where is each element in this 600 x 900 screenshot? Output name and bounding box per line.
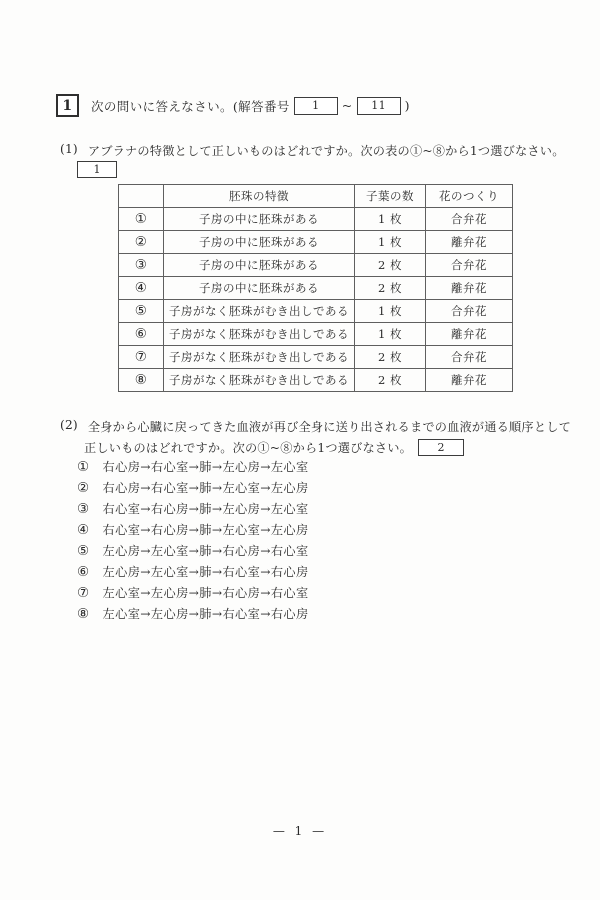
page-number: — 1 — (272, 824, 328, 838)
option-text: 右心室→右心房→肺→左心室→左心房 (102, 523, 309, 537)
answer-range-start-box: 1 (294, 97, 338, 115)
table-row (119, 208, 513, 231)
table-header-feature: 胚珠の特徴 (164, 185, 355, 208)
question2-text-line1 (60, 418, 571, 435)
question2-number: (2) (60, 418, 78, 432)
option-row (77, 582, 309, 603)
question1-text: アブラナの特徴として正しいものはどれですか。次の表の①~⑧から1つ選びなさい。 (87, 144, 565, 158)
section-header (56, 94, 410, 117)
row-leaves: 2 枚 (355, 346, 426, 369)
table-row (119, 323, 513, 346)
option-number: ① (77, 458, 90, 475)
table-row (119, 346, 513, 369)
section-number-box: 1 (56, 94, 79, 117)
row-leaves: 2 枚 (355, 277, 426, 300)
option-number: ⑥ (77, 563, 90, 580)
row-feature: 子房がなく胚珠がむき出しである (164, 369, 355, 392)
table-header-row (119, 185, 513, 208)
question2-options (77, 456, 309, 624)
row-flower: 合弁花 (426, 300, 513, 323)
row-number: ① (119, 208, 164, 231)
option-row (77, 561, 309, 582)
row-number: ③ (119, 254, 164, 277)
answer-range-end-box: 11 (357, 97, 401, 115)
option-text: 右心房→右心室→肺→左心房→左心室 (102, 460, 309, 474)
table-row (119, 277, 513, 300)
option-row (77, 456, 309, 477)
option-number: ⑧ (77, 605, 90, 622)
row-leaves: 1 枚 (355, 323, 426, 346)
row-feature: 子房の中に胚珠がある (164, 254, 355, 277)
option-text: 右心房→右心室→肺→左心室→左心房 (102, 481, 309, 495)
row-leaves: 1 枚 (355, 231, 426, 254)
option-number: ③ (77, 500, 90, 517)
table-header-leaves: 子葉の数 (355, 185, 426, 208)
question2-answer-box: 2 (418, 439, 464, 456)
question2-text2: 正しいものはどれですか。次の①~⑧から1つ選びなさい。 (84, 441, 413, 455)
row-feature: 子房の中に胚珠がある (164, 231, 355, 254)
row-leaves: 1 枚 (355, 208, 426, 231)
option-text: 右心室→右心房→肺→左心房→左心室 (102, 502, 309, 516)
option-text: 左心室→左心房→肺→右心室→右心房 (102, 607, 309, 621)
answer-range-tilde: ~ (341, 98, 353, 113)
question2-text-line2 (84, 439, 464, 456)
option-number: ④ (77, 521, 90, 538)
option-row (77, 540, 309, 561)
table-header-flower: 花のつくり (426, 185, 513, 208)
table-row (119, 231, 513, 254)
row-number: ④ (119, 277, 164, 300)
row-number: ② (119, 231, 164, 254)
row-number: ⑤ (119, 300, 164, 323)
option-row (77, 603, 309, 624)
question1-answer-box: 1 (77, 161, 117, 178)
row-number: ⑦ (119, 346, 164, 369)
option-text: 左心室→左心房→肺→右心房→右心室 (102, 586, 309, 600)
question1-table (118, 184, 513, 392)
row-feature: 子房がなく胚珠がむき出しである (164, 346, 355, 369)
option-number: ⑦ (77, 584, 90, 601)
row-flower: 合弁花 (426, 254, 513, 277)
option-number: ⑤ (77, 542, 90, 559)
table-row (119, 254, 513, 277)
question1-text-line (60, 142, 565, 159)
option-number: ② (77, 479, 90, 496)
option-row (77, 498, 309, 519)
section-instruction: 次の問いに答えなさい。(解答番号 (91, 98, 290, 114)
row-leaves: 2 枚 (355, 254, 426, 277)
row-leaves: 1 枚 (355, 300, 426, 323)
table-header-empty (119, 185, 164, 208)
row-flower: 離弁花 (426, 277, 513, 300)
row-feature: 子房がなく胚珠がむき出しである (164, 300, 355, 323)
question1-number: (1) (60, 142, 78, 156)
row-flower: 離弁花 (426, 323, 513, 346)
row-flower: 離弁花 (426, 231, 513, 254)
row-feature: 子房がなく胚珠がむき出しである (164, 323, 355, 346)
row-number: ⑧ (119, 369, 164, 392)
answer-range-suffix: ) (404, 98, 410, 113)
row-leaves: 2 枚 (355, 369, 426, 392)
table-row (119, 369, 513, 392)
question2-text1: 全身から心臓に戻ってきた血液が再び全身に送り出されるまでの血液が通る順序として (87, 420, 571, 434)
option-text: 左心房→左心室→肺→右心室→右心房 (102, 565, 309, 579)
option-text: 左心房→左心室→肺→右心房→右心室 (102, 544, 309, 558)
option-row (77, 519, 309, 540)
row-flower: 合弁花 (426, 346, 513, 369)
row-number: ⑥ (119, 323, 164, 346)
row-flower: 離弁花 (426, 369, 513, 392)
row-feature: 子房の中に胚珠がある (164, 277, 355, 300)
row-feature: 子房の中に胚珠がある (164, 208, 355, 231)
table-row (119, 300, 513, 323)
row-flower: 合弁花 (426, 208, 513, 231)
option-row (77, 477, 309, 498)
